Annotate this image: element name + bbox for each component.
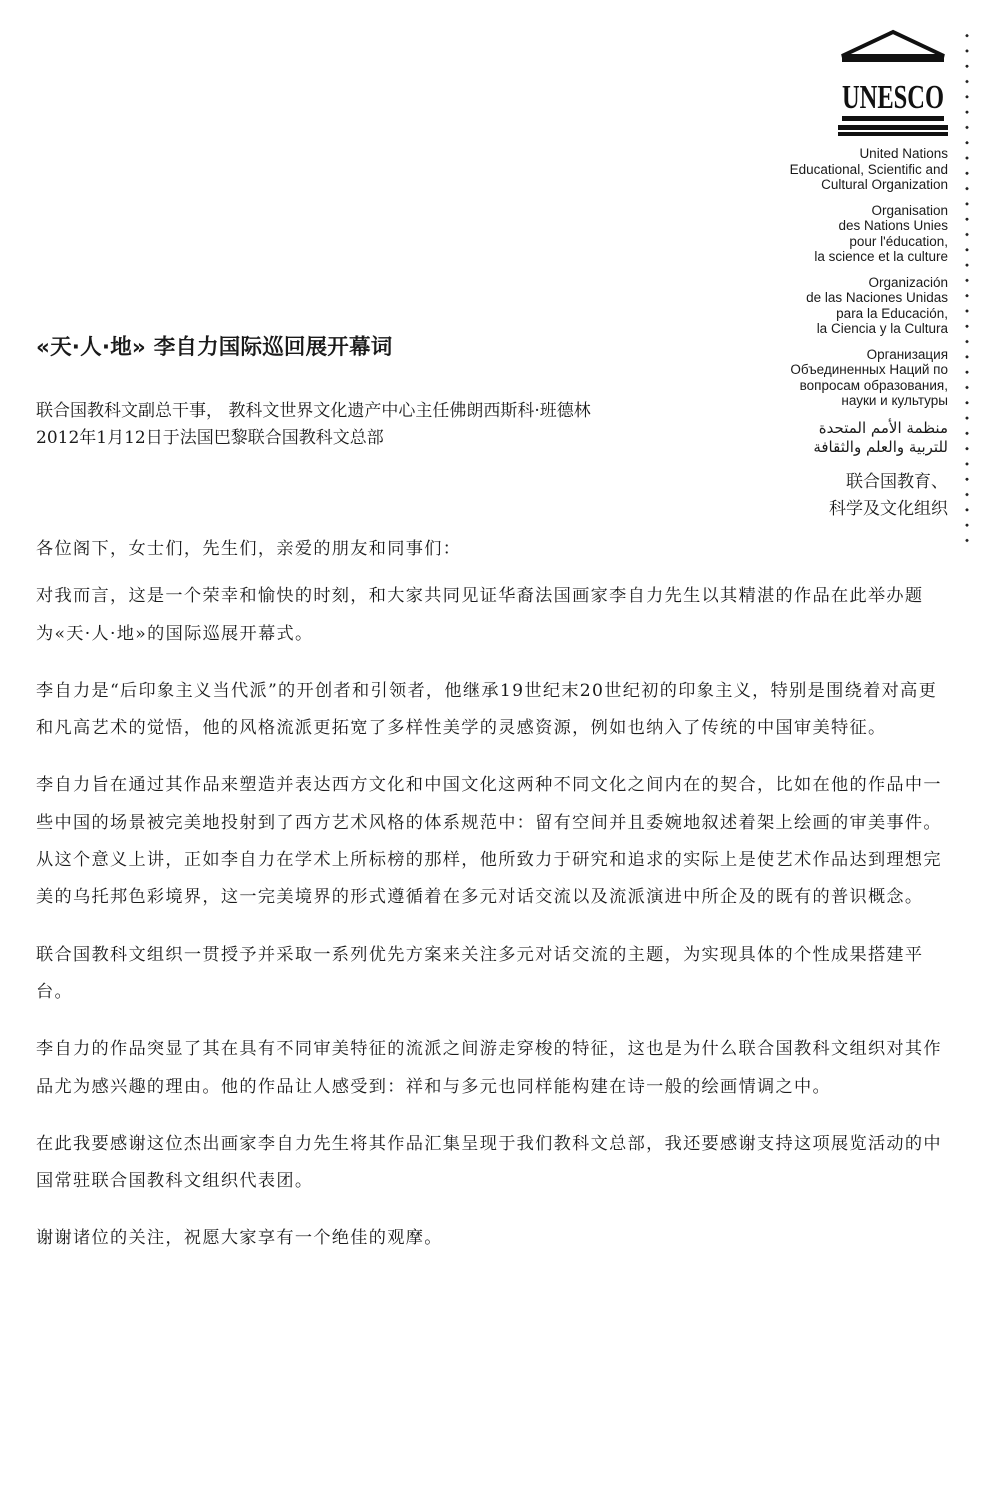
salutation: 各位阁下，女士们，先生们，亲爱的朋友和同事们： bbox=[36, 539, 462, 559]
paragraph: 李自力的作品突显了其在具有不同审美特征的流派之间游走穿梭的特征，这也是为什么联合国教科文组织对其作品尤为感兴趣的理由。他的作品让人感受到：祥和与多元也同样能构建在诗一般的绘画情调之中。 bbox=[36, 1039, 942, 1097]
org-name-line: Cultural Organization bbox=[821, 177, 948, 192]
org-name-line: منظمة الأمم المتحدة bbox=[818, 418, 948, 437]
org-name-line: de las Naciones Unidas bbox=[806, 290, 948, 305]
org-name-line: 联合国教育、 bbox=[846, 471, 948, 492]
org-name-line: للتربية والعلم والثقافة bbox=[813, 437, 948, 456]
org-name-line: Объединенных Наций по bbox=[790, 362, 948, 377]
org-name-line: Организация bbox=[866, 346, 948, 362]
org-name-line: la science et la culture bbox=[814, 249, 948, 264]
closing-paragraph: 谢谢诸位的关注，祝愿大家享有一个绝佳的观摩。 bbox=[36, 1228, 443, 1249]
org-name-line: la Ciencia y la Cultura bbox=[816, 321, 948, 336]
org-name-english bbox=[648, 146, 948, 193]
org-name-line: Organización bbox=[868, 274, 948, 290]
org-name-line: Organisation bbox=[871, 202, 948, 218]
paragraph: 对我而言，这是一个荣幸和愉快的时刻，和大家共同见证华裔法国画家李自力先生以其精湛的作品在此举办题为«天·人·地»的国际巡展开幕式。 bbox=[36, 586, 924, 644]
paragraph: 李自力是“后印象主义当代派”的开创者和引领者，他继承19世纪末20世纪初的印象主义，特别是围绕着对高更和凡高艺术的觉悟，他的风格流派更拓宽了多样性美学的灵感资源，例如也纳入了传统的中国审美特征。 bbox=[36, 680, 938, 739]
org-name-line: 科学及文化组织 bbox=[829, 498, 948, 519]
org-name-line: United Nations bbox=[859, 146, 948, 161]
org-name-arabic bbox=[648, 419, 948, 457]
org-name-russian bbox=[648, 347, 948, 409]
paragraph: 李自力旨在通过其作品来塑造并表达西方文化和中国文化这两种不同文化之间内在的契合，比如在他的作品中一些中国的场景被完美地投射到了西方艺术风格的体系规范中：留有空间并且委婉地叙述着架上绘画的审美事件。从这个意义上讲，正如李自力在学术上所标榜的那样，他所致力于研究和追求的实际上是使艺术作品达到理想完美的乌托邦色彩境界，这一完美境界的形式遵循着在多元对话交流以及流派演进中所企及的既有的普识概念。 bbox=[36, 775, 942, 908]
dotted-margin-rule bbox=[965, 28, 969, 548]
org-name-line: pour l'éducation, bbox=[849, 233, 948, 249]
sender-line: 联合国教科文副总干事， 教科文世界文化遗产中心主任佛朗西斯科·班德林 bbox=[36, 401, 591, 421]
org-name-chinese bbox=[648, 469, 948, 523]
org-name-line: науки и культуры bbox=[841, 393, 948, 408]
org-name-spanish bbox=[648, 275, 948, 337]
sender-info bbox=[36, 398, 591, 452]
unesco-logo-icon bbox=[838, 30, 948, 138]
logo-text: UNESCO bbox=[842, 79, 944, 116]
org-name-line: Educational, Scientific and bbox=[789, 161, 948, 177]
paragraph: 联合国教科文组织一贯授予并采取一系列优先方案来关注多元对话交流的主题，为实现具体的个性成果搭建平台。 bbox=[36, 944, 924, 1002]
org-name-line: вопросам образования, bbox=[799, 377, 948, 393]
page-title: «天·人·地» 李自力国际巡回展开幕词 bbox=[36, 335, 393, 360]
sender-date-line: 2012年1月12日于法国巴黎联合国教科文总部 bbox=[36, 428, 384, 448]
org-name-line: para la Educación, bbox=[836, 305, 948, 321]
speech-body bbox=[36, 531, 946, 1278]
org-name-french bbox=[648, 203, 948, 265]
organization-names bbox=[648, 146, 948, 523]
paragraph: 在此我要感谢这位杰出画家李自力先生将其作品汇集呈现于我们教科文总部，我还要感谢支持这项展览活动的中国常驻联合国教科文组织代表团。 bbox=[36, 1133, 942, 1192]
org-name-line: des Nations Unies bbox=[838, 218, 948, 233]
